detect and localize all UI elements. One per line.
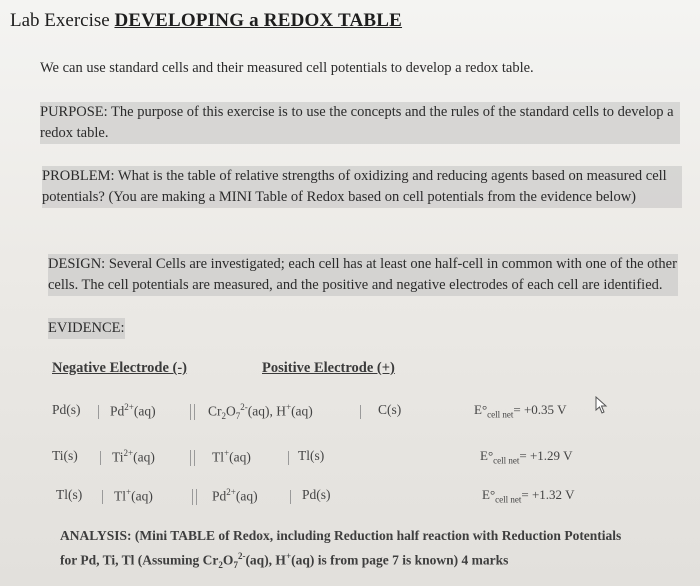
title-main: DEVELOPING a REDOX TABLE	[114, 10, 403, 31]
phase-divider	[360, 405, 361, 419]
cell-potential: $E^\circ_{cell net}= +1.32$ V	[482, 487, 575, 505]
negative-electrode-header: Negative Electrode (-)	[52, 360, 188, 376]
phase-divider	[102, 490, 103, 504]
pos-ion: $Pd^{2+}(aq)$	[212, 487, 258, 504]
page-title: Lab Exercise DEVELOPING a REDOX TABLE	[10, 10, 403, 31]
salt-bridge-divider	[190, 450, 191, 466]
neg-ion: $Pd^{2+}(aq)$	[110, 402, 156, 419]
phase-divider	[290, 490, 291, 504]
pos-electrode: Tl(s)	[298, 448, 325, 463]
phase-divider	[100, 451, 101, 465]
phase-divider	[98, 405, 99, 419]
cell-row-3	[0, 487, 700, 509]
pos-electrode: C(s)	[378, 402, 402, 417]
mouse-cursor-icon	[595, 396, 609, 419]
pos-species: $Cr_2O_7^{2-}(aq)$, H+(aq)	[208, 402, 313, 422]
neg-metal: Pd(s)	[52, 402, 81, 417]
neg-metal: Tl(s)	[56, 487, 83, 502]
pos-electrode: Pd(s)	[302, 487, 331, 502]
evidence-label: EVIDENCE:	[48, 318, 125, 339]
salt-bridge-divider	[190, 404, 191, 420]
neg-metal: Ti(s)	[52, 448, 78, 463]
salt-bridge-divider	[194, 404, 195, 420]
cell-potential: $E^\circ_{cell net}= +0.35$ V	[474, 402, 567, 420]
pos-ion: Tl+(aq)	[212, 448, 251, 465]
cell-row-2	[0, 448, 700, 470]
phase-divider	[288, 451, 289, 465]
analysis-line-1: ANALYSIS: (Mini TABLE of Redox, including Reduction half reaction with Reduction Potentials	[60, 528, 622, 543]
purpose-text: PURPOSE: The purpose of this exercise is to use the concepts and the rules of the standard cells to develop a redox table.	[40, 102, 680, 144]
analysis-line-2: for Pd, Ti, Tl (Assuming $Cr_2O_7^{2-}(aq)$, H+(aq) is from page 7 is known) 4 marks	[60, 551, 509, 571]
analysis-text	[60, 526, 680, 575]
salt-bridge-divider	[192, 489, 193, 505]
salt-bridge-divider	[194, 450, 195, 466]
intro-text: We can use standard cells and their measured cell potentials to develop a redox table.	[40, 60, 534, 76]
cell-potential: $E^\circ_{cell net}= +1.29$ V	[480, 448, 573, 466]
problem-text: PROBLEM: What is the table of relative strengths of oxidizing and reducing agents based on measured cell potentials? (You are making a MINI Table of Redox based on cell potentials from the evidence below)	[42, 166, 682, 208]
positive-electrode-header: Positive Electrode (+)	[262, 360, 395, 376]
design-text: DESIGN: Several Cells are investigated; each cell has at least one half-cell in common with one of the other cells. The cell potentials are measured, and the positive and negative electrodes of each cell are identified.	[48, 254, 678, 296]
neg-ion: Tl+(aq)	[114, 487, 153, 504]
salt-bridge-divider	[196, 489, 197, 505]
neg-ion: $Ti^{2+}(aq)$	[112, 448, 155, 465]
